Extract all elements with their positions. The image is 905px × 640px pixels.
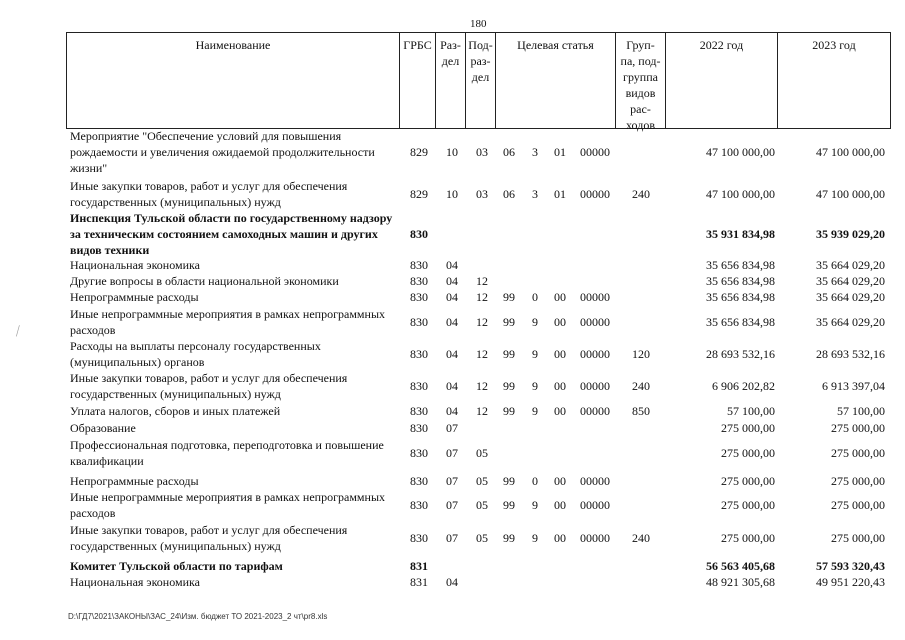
row-2022: 57 100,00 [727, 404, 775, 418]
row-name: Национальная экономика [70, 575, 200, 589]
row-rz: 04 [446, 315, 458, 329]
row-rz: 07 [446, 498, 458, 512]
row-rz: 04 [446, 575, 458, 589]
row-grbs: 830 [410, 227, 428, 241]
row-2023: 35 664 029,20 [816, 274, 885, 288]
row-name: Профессиональная подготовка, переподготовка и повышение квалификации [70, 438, 384, 468]
scan-mark: ⟋ [11, 322, 25, 340]
table-row [0, 473, 905, 489]
row-name: Образование [70, 421, 136, 435]
row-vr: 240 [632, 531, 650, 545]
row-2023: 47 100 000,00 [816, 187, 885, 201]
row-t2: 0 [532, 474, 538, 488]
row-grbs: 830 [410, 379, 428, 393]
row-2022: 35 656 834,98 [706, 315, 775, 329]
row-2022: 275 000,00 [721, 421, 775, 435]
row-t4: 00000 [580, 347, 610, 361]
table-row [0, 403, 905, 419]
row-t2: 3 [532, 187, 538, 201]
row-2022: 275 000,00 [721, 446, 775, 460]
row-rz: 04 [446, 274, 458, 288]
row-2022: 35 931 834,98 [706, 227, 775, 241]
row-t3: 00 [554, 498, 566, 512]
table-row [0, 489, 905, 521]
table-row [0, 128, 905, 176]
row-t3: 01 [554, 145, 566, 159]
row-grbs: 831 [410, 559, 428, 573]
row-2022: 47 100 000,00 [706, 187, 775, 201]
row-pr: 05 [476, 474, 488, 488]
row-name: Мероприятие "Обеспечение условий для повышения рождаемости и увеличения ожидаемой продолжительности жизни" [70, 129, 375, 175]
row-t3: 00 [554, 531, 566, 545]
row-grbs: 829 [410, 145, 428, 159]
header-razdel: Раз- дел [436, 33, 466, 128]
row-t4: 00000 [580, 404, 610, 418]
row-t3: 00 [554, 347, 566, 361]
row-t1: 99 [503, 347, 515, 361]
row-t1: 99 [503, 290, 515, 304]
row-t4: 00000 [580, 474, 610, 488]
table-row [0, 370, 905, 402]
row-rz: 07 [446, 474, 458, 488]
row-2023: 35 664 029,20 [816, 290, 885, 304]
row-2023: 47 100 000,00 [816, 145, 885, 159]
row-2022: 35 656 834,98 [706, 258, 775, 272]
row-name: Другие вопросы в области национальной экономики [70, 274, 339, 288]
page-number: 180 [470, 18, 487, 30]
header-group: Груп- па, под- группа видов рас- ходов [616, 33, 666, 128]
row-grbs: 830 [410, 315, 428, 329]
header-2023: 2023 год [812, 38, 856, 52]
row-grbs: 830 [410, 274, 428, 288]
header-2022: 2022 год [666, 33, 778, 128]
row-grbs: 830 [410, 258, 428, 272]
row-t2: 9 [532, 315, 538, 329]
row-name: Национальная экономика [70, 258, 200, 272]
row-vr: 850 [632, 404, 650, 418]
table-header [66, 32, 891, 132]
row-t1: 99 [503, 474, 515, 488]
row-t3: 00 [554, 290, 566, 304]
row-pr: 05 [476, 498, 488, 512]
table-row [0, 306, 905, 338]
row-2023: 275 000,00 [831, 446, 885, 460]
row-rz: 04 [446, 347, 458, 361]
row-2022: 275 000,00 [721, 531, 775, 545]
row-t4: 00000 [580, 531, 610, 545]
row-pr: 12 [476, 315, 488, 329]
row-2023: 35 939 029,20 [816, 227, 885, 241]
row-name: Иные закупки товаров, работ и услуг для обеспечения государственных (муниципальных) нужд [70, 371, 348, 401]
row-pr: 03 [476, 145, 488, 159]
row-rz: 07 [446, 531, 458, 545]
row-vr: 120 [632, 347, 650, 361]
row-grbs: 830 [410, 290, 428, 304]
row-2022: 6 906 202,82 [712, 379, 775, 393]
row-2022: 28 693 532,16 [706, 347, 775, 361]
row-t1: 99 [503, 531, 515, 545]
row-t1: 06 [503, 145, 515, 159]
row-name: Инспекция Тульской области по государственному надзору за техническим состоянием самоходных машин и других видов техники [70, 211, 393, 257]
row-t3: 01 [554, 187, 566, 201]
table-row [0, 178, 905, 210]
row-pr: 05 [476, 446, 488, 460]
row-pr: 12 [476, 404, 488, 418]
row-t2: 9 [532, 498, 538, 512]
row-pr: 05 [476, 531, 488, 545]
row-name: Иные закупки товаров, работ и услуг для обеспечения государственных (муниципальных) нужд [70, 179, 348, 209]
row-rz: 07 [446, 421, 458, 435]
row-rz: 07 [446, 446, 458, 460]
row-grbs: 830 [410, 531, 428, 545]
row-2023: 35 664 029,20 [816, 258, 885, 272]
row-t4: 00000 [580, 315, 610, 329]
table-row [0, 420, 905, 436]
row-rz: 04 [446, 404, 458, 418]
row-t1: 06 [503, 187, 515, 201]
row-rz: 04 [446, 258, 458, 272]
row-pr: 12 [476, 379, 488, 393]
table-row [0, 338, 905, 370]
row-2022: 35 656 834,98 [706, 274, 775, 288]
row-name: Иные закупки товаров, работ и услуг для обеспечения государственных (муниципальных) нужд [70, 523, 348, 553]
row-pr: 12 [476, 274, 488, 288]
table-row [0, 522, 905, 554]
row-2023: 57 100,00 [837, 404, 885, 418]
row-t3: 00 [554, 379, 566, 393]
row-name: Иные непрограммные мероприятия в рамках непрограммных расходов [70, 490, 386, 520]
table-row [0, 289, 905, 305]
row-t2: 0 [532, 290, 538, 304]
file-path-footer: D:\ГД7\2021\ЗАКОНЫ\ЗАС_24\Изм. бюджет ТО 2021-2023_2 чт\pr8.xls [68, 612, 328, 621]
row-pr: 12 [476, 290, 488, 304]
row-2023: 275 000,00 [831, 498, 885, 512]
row-name: Непрограммные расходы [70, 474, 199, 488]
row-2023: 275 000,00 [831, 531, 885, 545]
row-t2: 9 [532, 379, 538, 393]
row-grbs: 830 [410, 347, 428, 361]
header-name: Наименование [67, 33, 400, 128]
row-2022: 35 656 834,98 [706, 290, 775, 304]
row-name: Расходы на выплаты персоналу государственных (муниципальных) органов [70, 339, 321, 369]
table-row [0, 210, 905, 258]
table-row [0, 273, 905, 289]
row-2023: 35 664 029,20 [816, 315, 885, 329]
row-2023: 57 593 320,43 [816, 559, 885, 573]
row-name: Комитет Тульской области по тарифам [70, 559, 283, 573]
row-pr: 03 [476, 187, 488, 201]
row-t1: 99 [503, 498, 515, 512]
row-vr: 240 [632, 379, 650, 393]
row-grbs: 830 [410, 474, 428, 488]
row-t2: 9 [532, 404, 538, 418]
row-2022: 47 100 000,00 [706, 145, 775, 159]
row-rz: 04 [446, 379, 458, 393]
row-grbs: 830 [410, 421, 428, 435]
table-row [0, 437, 905, 469]
row-t3: 00 [554, 315, 566, 329]
row-name: Непрограммные расходы [70, 290, 199, 304]
row-2023: 28 693 532,16 [816, 347, 885, 361]
row-pr: 12 [476, 347, 488, 361]
row-t4: 00000 [580, 145, 610, 159]
row-grbs: 830 [410, 404, 428, 418]
row-2023: 275 000,00 [831, 474, 885, 488]
row-t2: 9 [532, 531, 538, 545]
row-t4: 00000 [580, 290, 610, 304]
header-grbs: ГРБС [400, 33, 436, 128]
row-2023: 275 000,00 [831, 421, 885, 435]
row-t1: 99 [503, 379, 515, 393]
row-2023: 49 951 220,43 [816, 575, 885, 589]
row-rz: 10 [446, 145, 458, 159]
row-rz: 04 [446, 290, 458, 304]
row-t4: 00000 [580, 498, 610, 512]
row-t3: 00 [554, 404, 566, 418]
row-grbs: 831 [410, 575, 428, 589]
row-2022: 275 000,00 [721, 474, 775, 488]
row-name: Уплата налогов, сборов и иных платежей [70, 404, 281, 418]
row-grbs: 830 [410, 446, 428, 460]
row-t1: 99 [503, 315, 515, 329]
row-t4: 00000 [580, 379, 610, 393]
table-row [0, 257, 905, 273]
row-2022: 48 921 305,68 [706, 575, 775, 589]
row-t4: 00000 [580, 187, 610, 201]
row-2022: 56 563 405,68 [706, 559, 775, 573]
row-t1: 99 [503, 404, 515, 418]
header-podrazdel: Под- раз- дел [466, 33, 496, 128]
header-target: Целевая статья [496, 33, 616, 128]
row-rz: 10 [446, 187, 458, 201]
row-grbs: 829 [410, 187, 428, 201]
row-2023: 6 913 397,04 [822, 379, 885, 393]
row-t3: 00 [554, 474, 566, 488]
row-2022: 275 000,00 [721, 498, 775, 512]
row-t2: 9 [532, 347, 538, 361]
row-vr: 240 [632, 187, 650, 201]
row-grbs: 830 [410, 498, 428, 512]
row-t2: 3 [532, 145, 538, 159]
table-row [0, 558, 905, 574]
row-name: Иные непрограммные мероприятия в рамках непрограммных расходов [70, 307, 386, 337]
table-row [0, 574, 905, 590]
